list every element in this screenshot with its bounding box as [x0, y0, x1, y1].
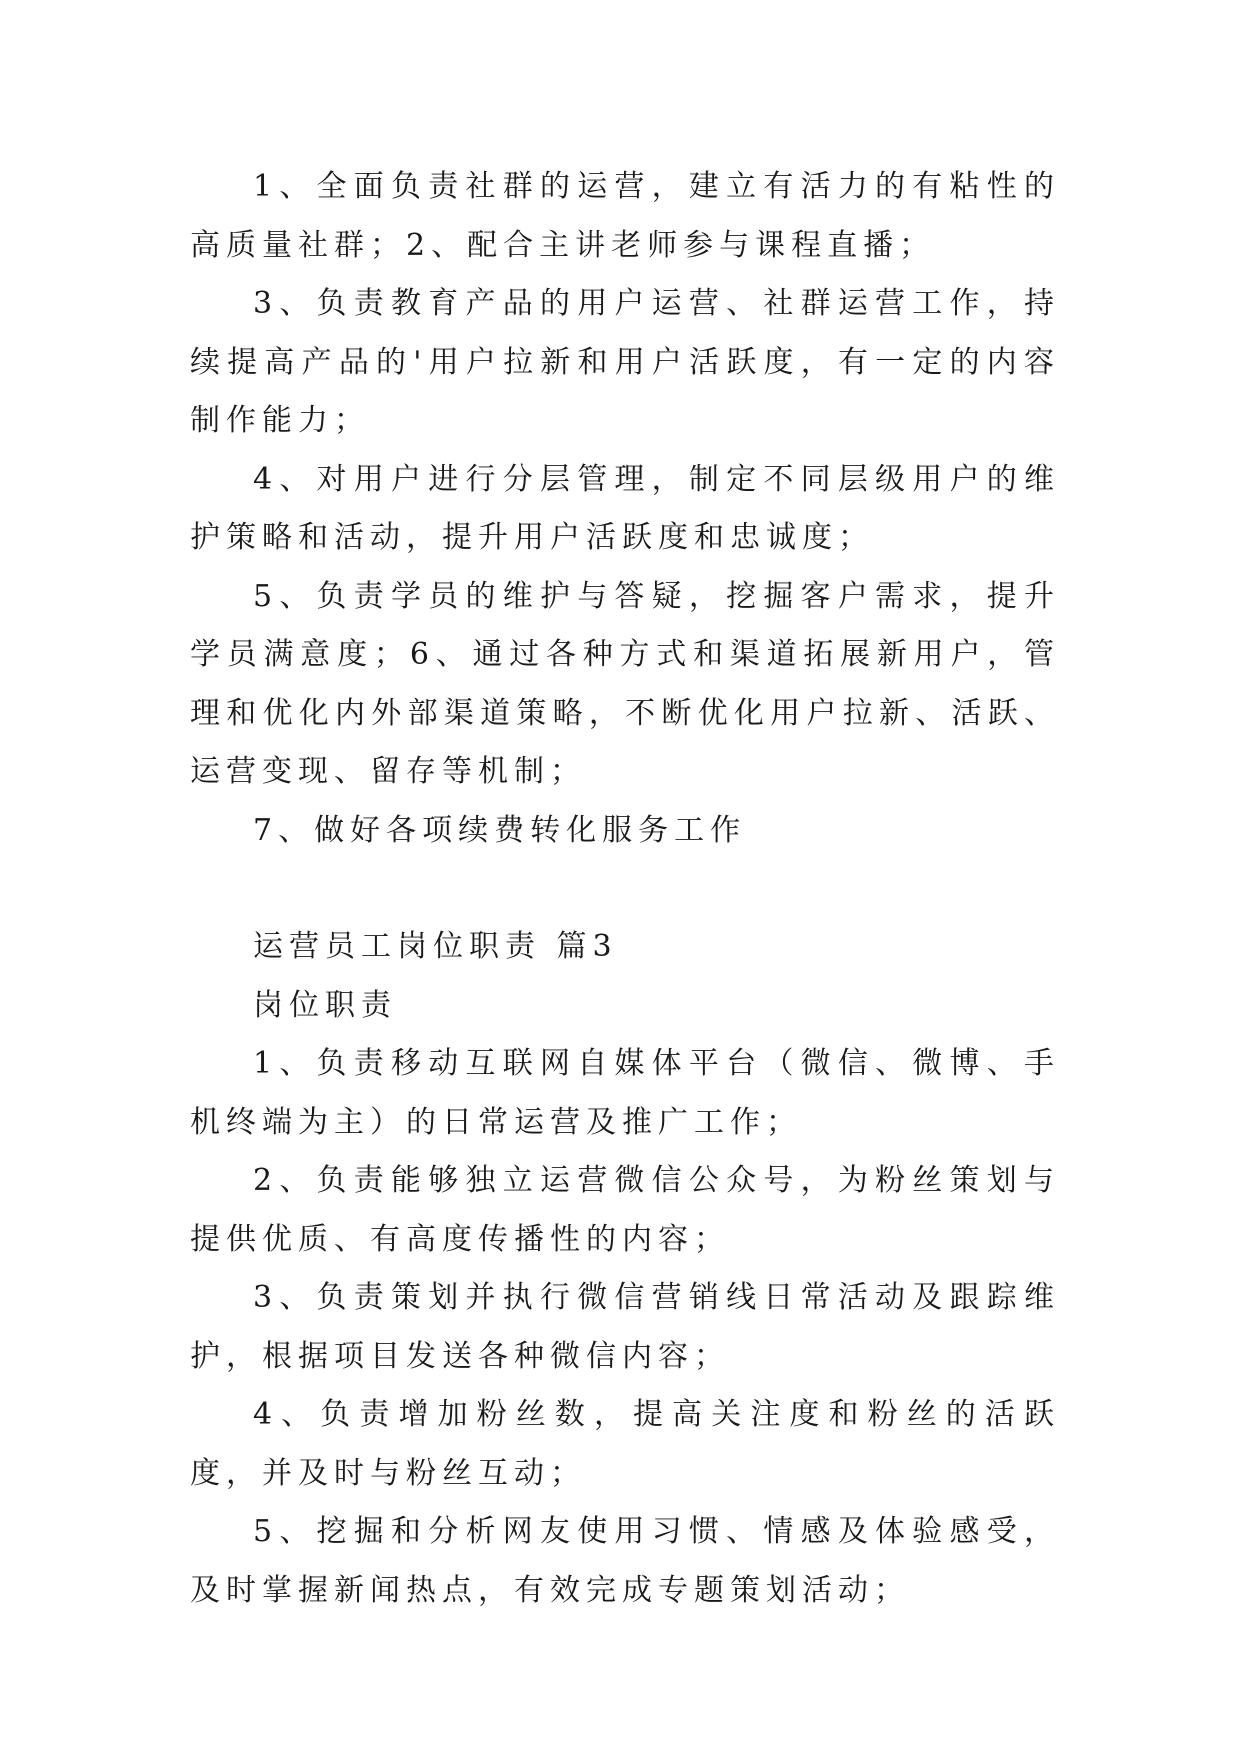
document-body [190, 158, 1060, 1620]
section-spacer [190, 860, 1060, 918]
section-title: 运营员工岗位职责 篇3 [253, 929, 618, 964]
paragraph-item-7: 7、做好各项续费转化服务工作 [253, 812, 747, 848]
duty-item-3: 3、负责策划并执行微信营销线日常活动及跟踪维护，根据项目发送各种微信内容； [190, 1280, 1060, 1374]
paragraph-item-3: 3、负责教育产品的用户运营、社群运营工作，持续提高产品的'用户拉新和用户活跃度，有一定的内容制作能力； [190, 286, 1060, 438]
duty-item-4: 4、负责增加粉丝数，提高关注度和粉丝的活跃度，并及时与粉丝互动； [190, 1397, 1060, 1491]
paragraph-item-1: 1、全面负责社群的运营，建立有活力的有粘性的高质量社群；2、配合主讲老师参与课程直播； [190, 169, 1060, 263]
paragraph-item-5: 5、负责学员的维护与答疑，挖掘客户需求，提升学员满意度；6、通过各种方式和渠道拓展新用户，管理和优化内外部渠道策略，不断优化用户拉新、活跃、运营变现、留存等机制； [190, 578, 1060, 789]
duty-item-2: 2、负责能够独立运营微信公众号，为粉丝策划与提供优质、有高度传播性的内容； [190, 1163, 1060, 1257]
section-subtitle: 岗位职责 [253, 987, 397, 1023]
duty-item-1: 1、负责移动互联网自媒体平台（微信、微博、手机终端为主）的日常运营及推广工作； [190, 1046, 1060, 1140]
duty-item-5: 5、挖掘和分析网友使用习惯、情感及体验感受，及时掌握新闻热点，有效完成专题策划活动； [190, 1514, 1060, 1608]
paragraph-item-4: 4、对用户进行分层管理，制定不同层级用户的维护策略和活动，提升用户活跃度和忠诚度； [190, 461, 1060, 555]
